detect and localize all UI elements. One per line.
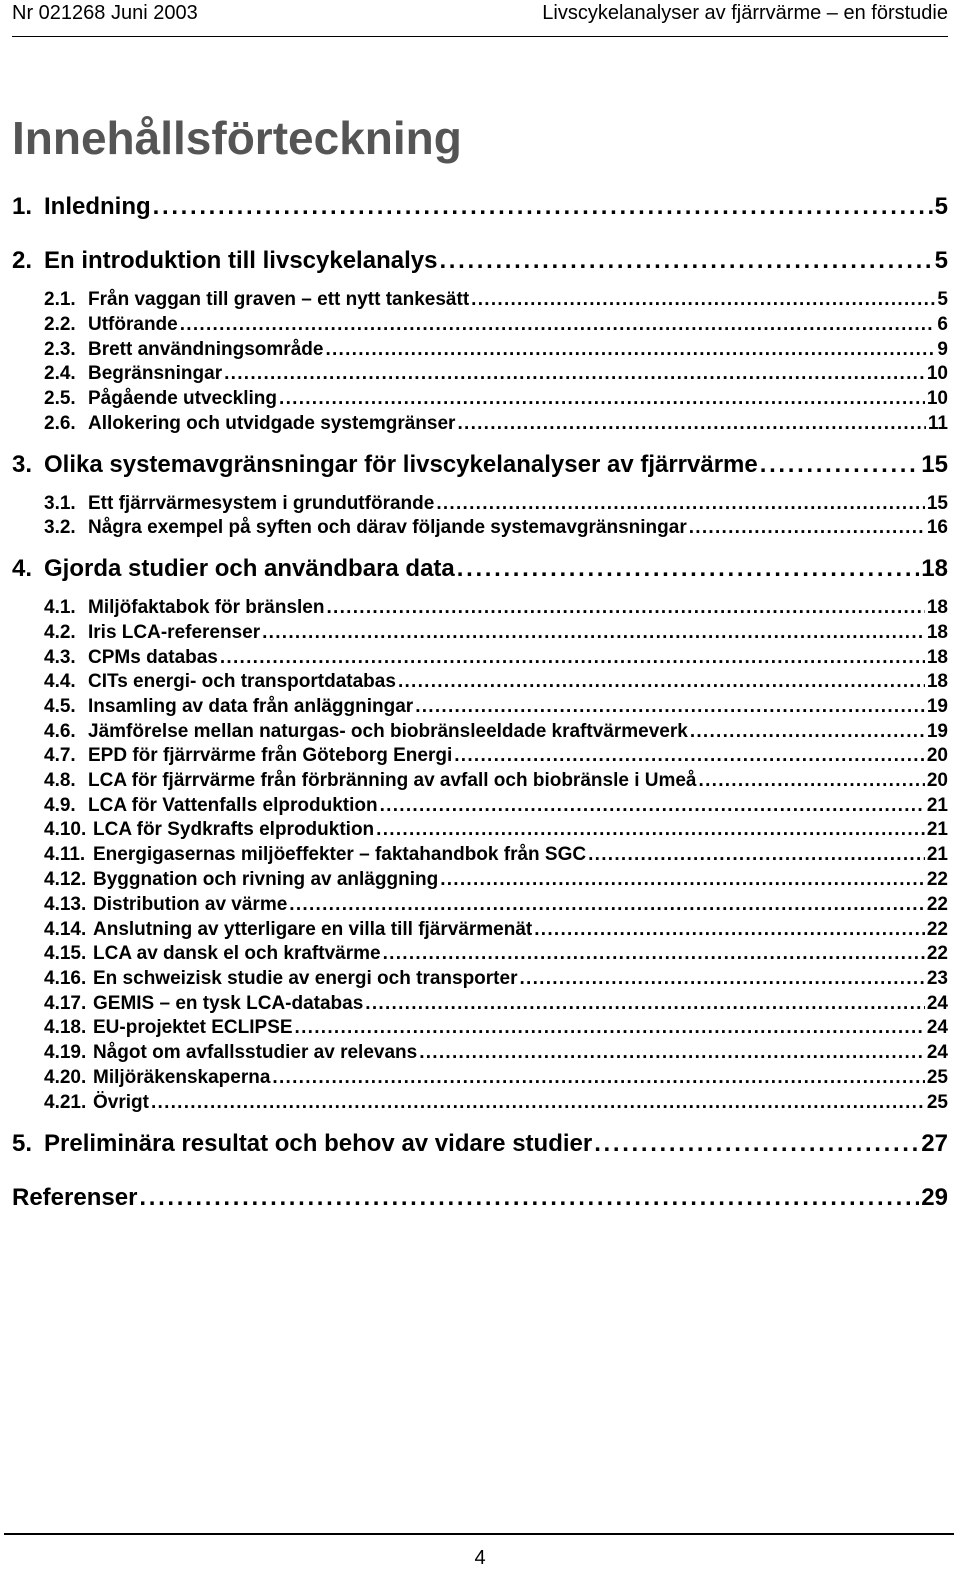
toc-entry-page: 18	[926, 671, 948, 692]
toc-entry-title: EPD för fjärrvärme från Göteborg Energi	[88, 745, 453, 766]
toc-entry[interactable]	[12, 450, 948, 480]
toc-entry-page: 5	[934, 193, 948, 220]
dot-leader	[325, 338, 935, 362]
dot-leader	[760, 450, 920, 480]
toc-entry-title: LCA för Vattenfalls elproduktion	[88, 795, 378, 816]
toc-entry-number: 4.15.	[44, 943, 87, 964]
toc-entry[interactable]	[12, 868, 948, 892]
toc-entry[interactable]	[12, 362, 948, 386]
toc-entry-title: Iris LCA-referenser	[88, 622, 261, 643]
dot-leader	[289, 893, 925, 917]
toc-entry-number: 4.19.	[44, 1042, 87, 1063]
toc-entry-title: Övrigt	[93, 1092, 149, 1113]
toc-entry-title: Pågående utveckling	[88, 388, 278, 409]
toc-entry-title: En schweizisk studie av energi och transporter	[93, 968, 518, 989]
dot-leader	[440, 868, 925, 892]
toc-entry-page: 15	[921, 451, 948, 478]
toc-entry-page: 24	[926, 1042, 948, 1063]
toc-entry-number: 4.21.	[44, 1092, 87, 1113]
toc-entry-page: 19	[926, 696, 948, 717]
toc-entry-number: 4.11.	[44, 844, 86, 865]
toc-entry-page: 25	[926, 1067, 948, 1088]
toc-entry[interactable]	[12, 670, 948, 694]
toc-entry-number: 4.17.	[44, 993, 87, 1014]
toc-entry[interactable]	[12, 516, 948, 540]
dot-leader	[224, 362, 925, 386]
toc-entry-page: 19	[926, 721, 948, 742]
dot-leader	[153, 192, 933, 222]
toc-entry[interactable]	[12, 1091, 948, 1115]
footer-divider	[4, 1533, 954, 1535]
toc-entry-title: LCA för fjärrvärme från förbränning av avfall och biobränsle i Umeå	[88, 770, 697, 791]
dot-leader	[380, 794, 925, 818]
toc-entry[interactable]	[12, 288, 948, 312]
toc-entry-number: 3.1.	[44, 493, 76, 514]
toc-entry[interactable]	[12, 794, 948, 818]
toc-entry-title: CPMs databas	[88, 647, 218, 668]
dot-leader	[139, 1183, 919, 1213]
toc-entry-title: Distribution av värme	[93, 894, 288, 915]
toc-entry-title: Olika systemavgränsningar för livscykelanalyser av fjärrvärme	[44, 451, 758, 478]
toc-entry-page: 18	[926, 597, 948, 618]
toc-entry-number: 5.	[12, 1130, 33, 1157]
toc-entry-title: Referenser	[12, 1184, 138, 1211]
toc-entry-title: Ett fjärrvärmesystem i grundutförande	[88, 493, 435, 514]
toc-entry-title: Miljöfaktabok för bränslen	[88, 597, 325, 618]
toc-entry-number: 4.4.	[44, 671, 76, 692]
toc-entry-page: 20	[926, 745, 948, 766]
dot-leader	[279, 387, 925, 411]
toc-entry-number: 2.6.	[44, 413, 76, 434]
toc-entry[interactable]	[12, 596, 948, 620]
dot-leader	[689, 516, 925, 540]
toc-entry-page: 21	[926, 844, 948, 865]
toc-entry-number: 4.9.	[44, 795, 76, 816]
dot-leader	[594, 1129, 919, 1159]
toc-entry-page: 10	[926, 363, 948, 384]
toc-entry-number: 4.20.	[44, 1067, 87, 1088]
toc-entry-title: Några exempel på syften och därav följande systemavgränsningar	[88, 517, 687, 538]
toc-entry-title: Brett användningsområde	[88, 339, 324, 360]
toc-entry-number: 4.10.	[44, 819, 87, 840]
toc-entry-page: 22	[926, 894, 948, 915]
toc-entry[interactable]	[12, 621, 948, 645]
toc-entry-page: 18	[921, 555, 948, 582]
toc-entry[interactable]	[12, 1066, 948, 1090]
report-number: Nr 021268 Juni 2003	[12, 2, 198, 24]
toc-entry-number: 4.3.	[44, 647, 76, 668]
toc-entry-page: 22	[926, 943, 948, 964]
toc-entry-page: 24	[926, 993, 948, 1014]
toc-entry-number: 4.2.	[44, 622, 76, 643]
dot-leader	[699, 769, 925, 793]
dot-leader	[436, 492, 925, 516]
toc-entry[interactable]	[12, 1041, 948, 1065]
toc-entry-title: CITs energi- och transportdatabas	[88, 671, 396, 692]
toc-entry-number: 4.13.	[44, 894, 87, 915]
toc-entry-page: 20	[926, 770, 948, 791]
dot-leader	[457, 412, 925, 436]
toc-entry-number: 4.14.	[44, 919, 87, 940]
dot-leader	[588, 843, 925, 867]
toc-entry[interactable]	[12, 1016, 948, 1040]
toc-entry-title: GEMIS – en tysk LCA-databas	[93, 993, 364, 1014]
toc-entry[interactable]	[12, 720, 948, 744]
toc-entry[interactable]	[12, 1129, 948, 1159]
toc-entry-number: 4.5.	[44, 696, 76, 717]
toc-entry-number: 2.2.	[44, 314, 76, 335]
toc-entry[interactable]	[12, 646, 948, 670]
toc-entry-title: Allokering och utvidgade systemgränser	[88, 413, 456, 434]
toc-entry[interactable]	[12, 893, 948, 917]
toc-entry-title: Insamling av data från anläggningar	[88, 696, 414, 717]
toc-entry-number: 4.8.	[44, 770, 76, 791]
toc-entry-number: 4.18.	[44, 1017, 87, 1038]
dot-leader	[398, 670, 925, 694]
toc-entry-number: 2.5.	[44, 388, 76, 409]
toc-entry-title: Anslutning av ytterligare en villa till fjärvärmenät	[93, 919, 533, 940]
dot-leader	[272, 1066, 924, 1090]
dot-leader	[471, 288, 935, 312]
toc-entry-title: Miljöräkenskaperna	[93, 1067, 271, 1088]
toc-entry[interactable]	[12, 554, 948, 584]
toc-entry-page: 23	[926, 968, 948, 989]
toc-entry[interactable]	[12, 192, 948, 222]
toc-entry[interactable]	[12, 695, 948, 719]
toc-entry-title: Från vaggan till graven – ett nytt tankesätt	[88, 289, 470, 310]
running-header	[12, 0, 948, 37]
toc-entry[interactable]	[12, 744, 948, 768]
toc-entry[interactable]	[12, 992, 948, 1016]
toc-entry-page: 15	[926, 493, 948, 514]
toc-entry-page: 5	[937, 289, 948, 310]
toc-entry-number: 4.1.	[44, 597, 76, 618]
toc-entry-page: 22	[926, 869, 948, 890]
toc-entry[interactable]	[12, 967, 948, 991]
toc-entry[interactable]	[12, 387, 948, 411]
toc-entry-number: 2.1.	[44, 289, 76, 310]
toc-entry-title: Gjorda studier och användbara data	[44, 555, 455, 582]
toc-entry-page: 21	[926, 795, 948, 816]
report-title: Livscykelanalyser av fjärrvärme – en förstudie	[542, 2, 948, 24]
toc-entry-page: 6	[937, 314, 948, 335]
dot-leader	[295, 1016, 925, 1040]
toc-entry-number: 1.	[12, 193, 33, 220]
toc-entry-title: Utförande	[88, 314, 178, 335]
dot-leader	[454, 744, 925, 768]
dot-leader	[262, 621, 925, 645]
dot-leader	[457, 554, 920, 584]
toc-entry[interactable]	[12, 1183, 948, 1213]
toc-entry[interactable]	[12, 843, 948, 867]
toc-entry-title: Byggnation och rivning av anläggning	[93, 869, 439, 890]
dot-leader	[534, 918, 925, 942]
dot-leader	[180, 313, 936, 337]
toc-entry[interactable]	[12, 246, 948, 276]
toc-entry-title: Något om avfallsstudier av relevans	[93, 1042, 418, 1063]
toc-entry[interactable]	[12, 918, 948, 942]
toc-entry[interactable]	[12, 942, 948, 966]
toc-entry-number: 3.2.	[44, 517, 76, 538]
toc-entry-page: 9	[937, 339, 948, 360]
toc-entry-number: 2.4.	[44, 363, 76, 384]
toc-entry-number: 2.	[12, 247, 33, 274]
dot-leader	[365, 992, 925, 1016]
toc-entry[interactable]	[12, 412, 948, 436]
toc-entry-page: 18	[926, 647, 948, 668]
toc-entry-page: 16	[926, 517, 948, 538]
toc-entry-number: 3.	[12, 451, 33, 478]
toc-entry-page: 24	[926, 1017, 948, 1038]
toc-entry-title: Begränsningar	[88, 363, 223, 384]
dot-leader	[415, 695, 925, 719]
toc-entry-page: 25	[926, 1092, 948, 1113]
dot-leader	[439, 246, 932, 276]
toc-entry[interactable]	[12, 818, 948, 842]
toc-entry[interactable]	[12, 492, 948, 516]
page-number: 4	[474, 1547, 486, 1569]
toc-entry-page: 10	[926, 388, 948, 409]
dot-leader	[383, 942, 925, 966]
toc-entry[interactable]	[12, 769, 948, 793]
page-title: Innehållsförteckning	[12, 112, 462, 164]
dot-leader	[220, 646, 925, 670]
toc-entry-number: 4.	[12, 555, 33, 582]
dot-leader	[519, 967, 924, 991]
toc-entry-page: 27	[921, 1130, 948, 1157]
dot-leader	[326, 596, 924, 620]
dot-leader	[151, 1091, 925, 1115]
toc-entry-page: 18	[926, 622, 948, 643]
toc-entry-title: Energigasernas miljöeffekter – faktahandbok från SGC	[93, 844, 587, 865]
toc-entry-title: Inledning	[44, 193, 151, 220]
toc-entry-page: 22	[926, 919, 948, 940]
toc-entry-title: Jämförelse mellan naturgas- och biobränsleeldade kraftvärmeverk	[88, 721, 688, 742]
toc-entry[interactable]	[12, 338, 948, 362]
dot-leader	[376, 818, 925, 842]
toc-entry-page: 5	[934, 247, 948, 274]
toc-entry-number: 4.12.	[44, 869, 87, 890]
toc-entry-number: 2.3.	[44, 339, 76, 360]
toc-entry[interactable]	[12, 313, 948, 337]
dot-leader	[419, 1041, 925, 1065]
toc-entry-title: LCA av dansk el och kraftvärme	[93, 943, 381, 964]
toc-entry-title: EU-projektet ECLIPSE	[93, 1017, 293, 1038]
toc-entry-number: 4.7.	[44, 745, 76, 766]
toc-entry-page: 21	[926, 819, 948, 840]
toc-entry-title: LCA för Sydkrafts elproduktion	[93, 819, 375, 840]
toc-entry-page: 29	[921, 1184, 948, 1211]
toc-entry-number: 4.6.	[44, 721, 76, 742]
toc-entry-title: En introduktion till livscykelanalys	[44, 247, 438, 274]
toc-entry-title: Preliminära resultat och behov av vidare studier	[44, 1130, 593, 1157]
toc-entry-page: 11	[927, 413, 948, 434]
toc-entry-number: 4.16.	[44, 968, 87, 989]
dot-leader	[690, 720, 925, 744]
